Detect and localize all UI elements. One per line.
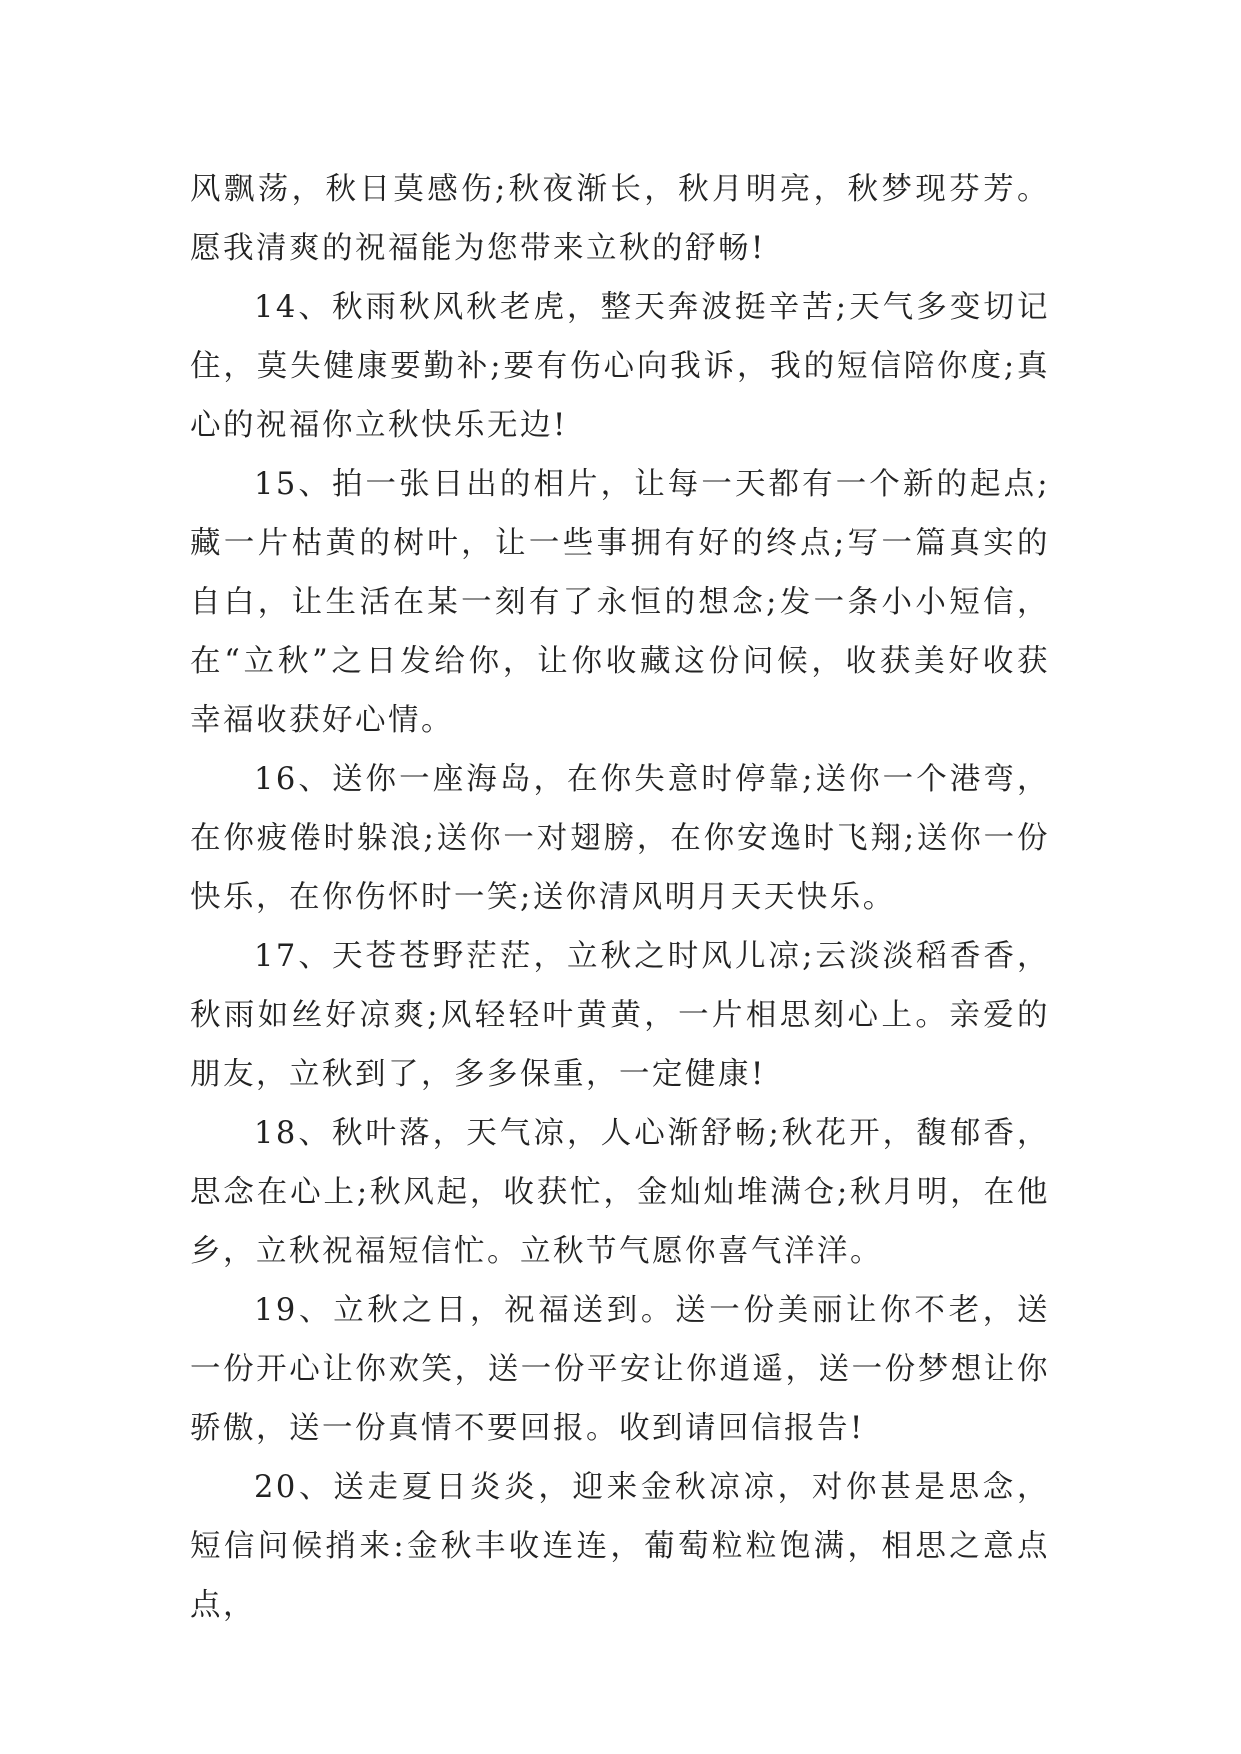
paragraph-16: 16、送你一座海岛，在你失意时停靠;送你一个港弯，在你疲倦时躲浪;送你一对翅膀，在你安逸时飞翔;送你一份快乐，在你伤怀时一笑;送你清风明月天天快乐。 <box>190 762 1050 915</box>
paragraph-19: 19、立秋之日，祝福送到。送一份美丽让你不老，送一份开心让你欢笑，送一份平安让你逍遥，送一份梦想让你骄傲，送一份真情不要回报。收到请回信报告! <box>190 1293 1050 1446</box>
paragraph-20: 20、送走夏日炎炎，迎来金秋凉凉，对你甚是思念，短信问候捎来:金秋丰收连连，葡萄粒粒饱满，相思之意点点， <box>190 1470 1050 1623</box>
paragraph-17: 17、天苍苍野茫茫，立秋之时风儿凉;云淡淡稻香香，秋雨如丝好凉爽;风轻轻叶黄黄，一片相思刻心上。亲爱的朋友，立秋到了，多多保重，一定健康! <box>190 939 1050 1092</box>
paragraph-15: 15、拍一张日出的相片，让每一天都有一个新的起点;藏一片枯黄的树叶，让一些事拥有好的终点;写一篇真实的自白，让生活在某一刻有了永恒的想念;发一条小小短信，在“立秋”之日发给你，让你收藏这份问候，收获美好收获幸福收获好心情。 <box>190 467 1050 738</box>
paragraph-continuation: 风飘荡，秋日莫感伤;秋夜渐长，秋月明亮，秋梦现芬芳。愿我清爽的祝福能为您带来立秋的舒畅! <box>190 172 1050 266</box>
document-body <box>190 160 1050 1635</box>
paragraph-18: 18、秋叶落，天气凉，人心渐舒畅;秋花开，馥郁香，思念在心上;秋风起，收获忙，金灿灿堆满仓;秋月明，在他乡，立秋祝福短信忙。立秋节气愿你喜气洋洋。 <box>190 1116 1050 1269</box>
paragraph-14: 14、秋雨秋风秋老虎，整天奔波挺辛苦;天气多变切记住，莫失健康要勤补;要有伤心向我诉，我的短信陪你度;真心的祝福你立秋快乐无边! <box>190 290 1050 443</box>
